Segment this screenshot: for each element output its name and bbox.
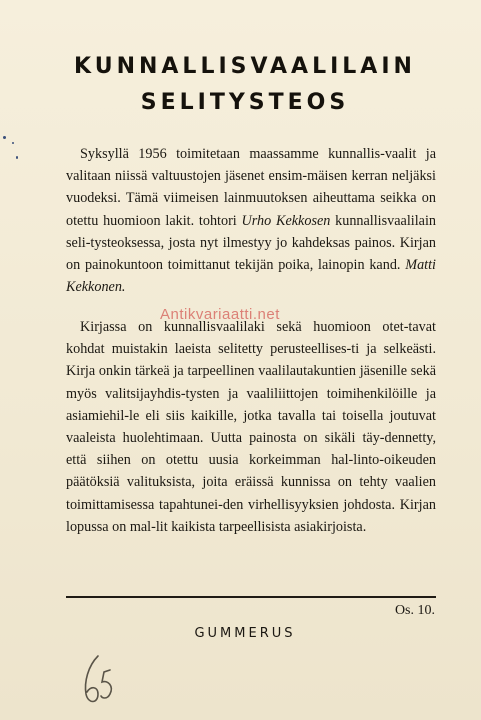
handwritten-65-mark: [78, 652, 118, 710]
italic-name: Urho Kekkosen: [241, 212, 331, 229]
title-line-1: KUNNALLISVAALILAIN: [74, 54, 416, 79]
ink-speck: [16, 156, 18, 159]
text-run: kunnallisvaalilain seli-tysteoksessa, josta nyt ilmestyy jo kahdeksas painos. Kirjan on painokuntoon toimittanut tekijän poika, lainopin kand.: [66, 212, 436, 274]
watermark: Antikvariaatti.net: [160, 306, 280, 323]
price: Os. 10.: [394, 603, 435, 618]
ink-speck: [3, 136, 6, 139]
paragraph-2: Kirjassa on kunnallisvaalilaki sekä huomioon otet-tavat kohdat muistakin laeista selitetty perusteellises-ti ja selkeästi. Kirja onkin tärkeä ja tarpeellinen vaalilautakuntien jäsenille sekä myös valitsijayhdis-tysten ja vaaliliittojen toimihenkilöille ja asiamiehil-le eli siis kaikille, jotka tavalla tai toisella joutuvat vaaleista huolehtimaan. Uutta painosta on sikäli täy-dennetty, että siihen on otettu uusia korkeimman hal-linto-oikeuden päätöksiä valituksista, joita eräissä kunnissa on tehty vaalien toimittamisessa tapahtunei-den virhellisyyksien johdosta. Kirjan lopussa on mal-lit kaikista tarpeellisista asiakirjoista.: [66, 319, 436, 535]
text-run: Syksyllä 1956 toimitetaan maassamme kunnallis-vaalit ja valitaan niissä valtuustojen jäsenet ensim-mäisen kerran neljäksi vuodeksi. Tämä viimeisen lainmuutoksen aiheuttama seikka on otettu huomioon lakit. tohtori: [66, 146, 436, 229]
ink-speck: [12, 142, 14, 144]
paragraph-1: [66, 143, 436, 298]
publisher: GUMMERUS: [194, 626, 296, 641]
handwritten-note: [78, 652, 118, 714]
italic-name: Matti Kekkonen.: [66, 257, 436, 296]
divider-rule: [66, 596, 436, 598]
title-line-2: SELITYSTEOS: [140, 90, 350, 115]
